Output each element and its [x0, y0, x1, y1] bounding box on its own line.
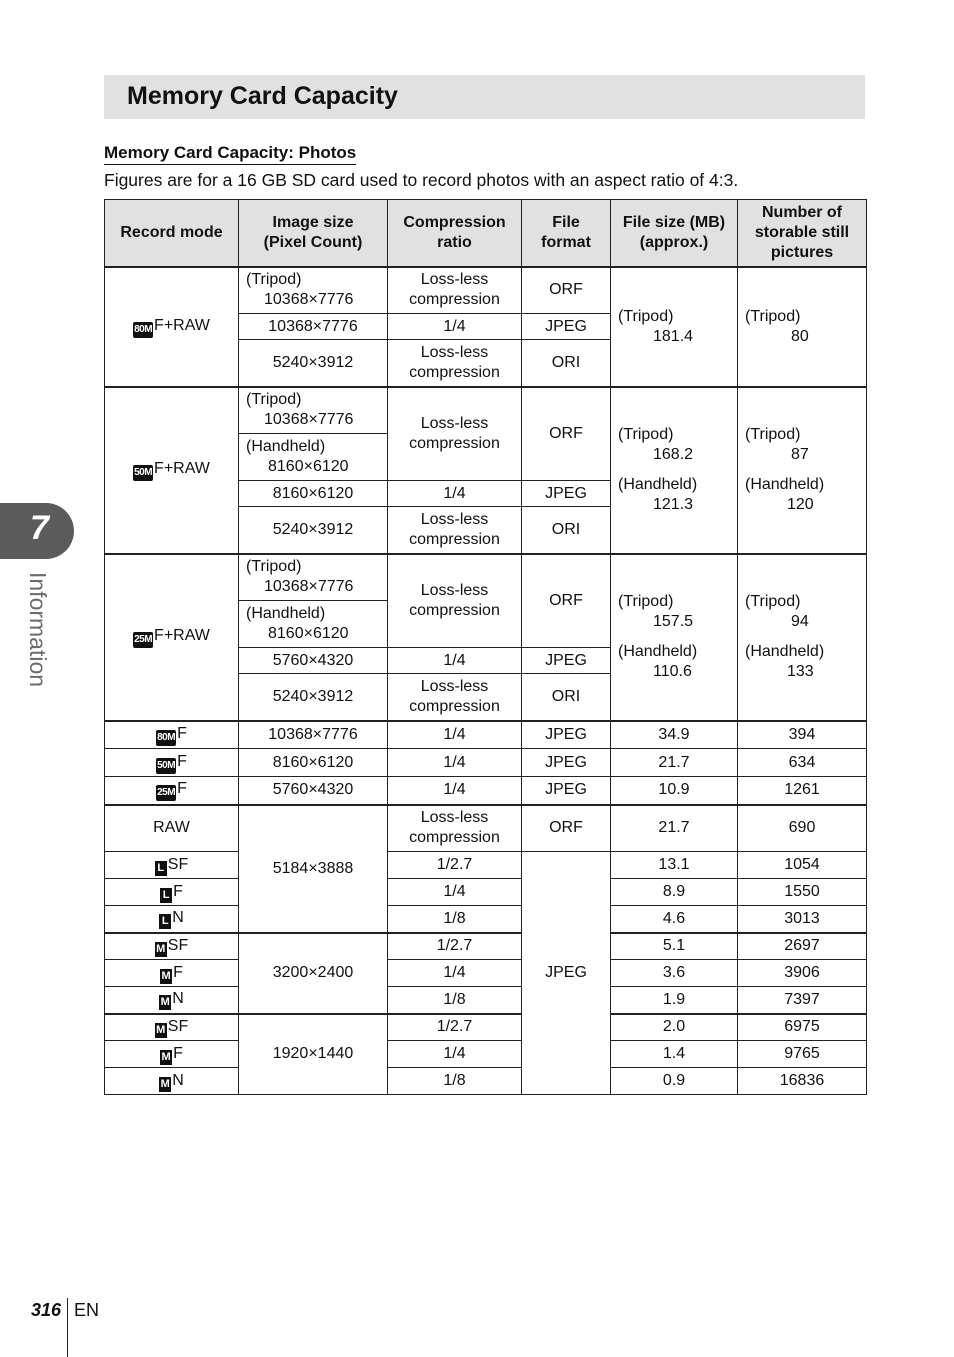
record-mode-cell: M F — [105, 960, 239, 987]
header-compression: Compression ratio — [388, 200, 522, 267]
table-row: M SF 3200×2400 1/2.7 5.1 2697 — [105, 933, 867, 960]
size-50m-icon: 50M — [156, 758, 176, 774]
size-l-icon: L — [159, 914, 171, 929]
image-size-cell: (Tripod) 10368×7776 — [239, 267, 388, 314]
capacity-table — [104, 199, 867, 1095]
format-cell: JPEG — [522, 648, 611, 674]
intro-text: Figures are for a 16 GB SD card used to record photos with an aspect ratio of 4:3. — [104, 170, 739, 190]
image-size-cell: 5240×3912 — [239, 674, 388, 721]
language-label: EN — [74, 1300, 100, 1320]
size-m-icon: M — [160, 1077, 170, 1090]
format-cell: JPEG — [522, 481, 611, 507]
format-cell: ORI — [522, 340, 611, 387]
format-cell: ORI — [522, 674, 611, 721]
record-mode-cell: 25M F — [105, 777, 239, 805]
image-size-cell: (Handheld) 8160×6120 — [239, 601, 388, 648]
image-size-cell: 5760×4320 — [239, 648, 388, 674]
chapter-tab — [0, 503, 74, 559]
size-m-icon: M — [161, 1050, 171, 1063]
header-row — [105, 200, 867, 267]
record-mode-cell: M N — [105, 1068, 239, 1095]
format-cell: ORF — [522, 554, 611, 648]
size-m-icon: M — [156, 942, 166, 955]
image-size-cell: 5184×3888 — [239, 805, 388, 933]
format-cell: ORI — [522, 507, 611, 554]
table-row: 50M F 8160×6120 1/4 JPEG 21.7 634 — [105, 749, 867, 777]
size-m-icon: M — [156, 1023, 166, 1036]
format-cell: JPEG — [522, 852, 611, 1095]
table-row: M N 1/8 0.9 16836 — [105, 1068, 867, 1095]
record-mode-cell: M SF — [105, 1014, 239, 1041]
image-size-cell: 8160×6120 — [239, 481, 388, 507]
size-m-icon: M — [161, 969, 171, 982]
count-cell: (Tripod) 80 — [738, 267, 867, 387]
image-size-cell: 5240×3912 — [239, 507, 388, 554]
record-mode-cell: M N — [105, 987, 239, 1014]
capacity-table-wrapper — [104, 199, 866, 1102]
chapter-number: 7 — [30, 509, 49, 547]
record-mode-cell: 80M F — [105, 721, 239, 749]
file-size-cell: (Tripod) 168.2 (Handheld) 121.3 — [611, 387, 738, 554]
record-mode-cell: L F — [105, 879, 239, 906]
record-mode-cell: RAW — [105, 805, 239, 852]
subheading: Memory Card Capacity: Photos — [104, 143, 356, 165]
compression-cell: Loss-less compression — [388, 507, 522, 554]
image-size-cell: (Tripod) 10368×7776 — [239, 554, 388, 601]
table-row: M SF 1920×1440 1/2.7 2.0 6975 — [105, 1014, 867, 1041]
record-mode-cell: M F — [105, 1041, 239, 1068]
size-m-icon: M — [160, 996, 170, 1009]
size-l-icon: L — [160, 888, 172, 903]
size-80m-icon: 80M — [156, 730, 176, 746]
mode-suffix: F+RAW — [154, 316, 210, 334]
section-title-bar — [104, 75, 865, 119]
chapter-label-wrap — [23, 572, 53, 712]
record-mode-cell: 50M F+RAW — [105, 387, 239, 554]
page-title: Memory Card Capacity — [127, 82, 398, 110]
size-l-icon: L — [155, 861, 167, 876]
image-size-cell: 3200×2400 — [239, 933, 388, 1014]
record-mode-cell: 25M F+RAW — [105, 554, 239, 721]
count-cell: (Tripod) 87 (Handheld) 120 — [738, 387, 867, 554]
size-25m-icon: 25M — [156, 785, 176, 801]
compression-cell: Loss-less compression — [388, 387, 522, 481]
size-25m-icon: 25M — [133, 632, 153, 648]
table-row: M F 1/4 1.4 9765 — [105, 1041, 867, 1068]
image-size-cell: 10368×7776 — [239, 314, 388, 340]
chapter-label: Information — [25, 572, 51, 688]
table-row: M N 1/8 1.9 7397 — [105, 987, 867, 1014]
compression-cell: Loss-less compression — [388, 267, 522, 314]
header-file-size: File size (MB) (approx.) — [611, 200, 738, 267]
record-mode-cell: M SF — [105, 933, 239, 960]
image-size-cell: (Tripod) 10368×7776 — [239, 387, 388, 434]
footer-divider — [67, 1298, 68, 1357]
table-row: L SF 1/2.7 JPEG 13.1 1054 — [105, 852, 867, 879]
table-row — [105, 554, 867, 601]
page-number-wrap — [31, 1300, 61, 1321]
compression-cell: 1/4 — [388, 481, 522, 507]
table-row: L N 1/8 4.6 3013 — [105, 906, 867, 933]
file-size-cell: (Tripod) 181.4 — [611, 267, 738, 387]
compression-cell: 1/4 — [388, 648, 522, 674]
image-size-cell: (Handheld) 8160×6120 — [239, 434, 388, 481]
table-row — [105, 387, 867, 434]
header-image-size: Image size (Pixel Count) — [239, 200, 388, 267]
format-cell: JPEG — [522, 314, 611, 340]
table-row — [105, 267, 867, 314]
table-row: 25M F 5760×4320 1/4 JPEG 10.9 1261 — [105, 777, 867, 805]
compression-cell: Loss-less compression — [388, 674, 522, 721]
header-file-format: File format — [522, 200, 611, 267]
count-cell: (Tripod) 94 (Handheld) 133 — [738, 554, 867, 721]
format-cell: ORF — [522, 267, 611, 314]
record-mode-cell — [105, 267, 239, 387]
table-row: M F 1/4 3.6 3906 — [105, 960, 867, 987]
size-80m-icon: 80M — [133, 322, 153, 338]
header-number: Number of storable still pictures — [738, 200, 867, 267]
size-50m-icon: 50M — [133, 465, 153, 481]
file-size-cell: (Tripod) 157.5 (Handheld) 110.6 — [611, 554, 738, 721]
compression-cell: Loss-less compression — [388, 340, 522, 387]
record-mode-cell: 50M F — [105, 749, 239, 777]
record-mode-cell: L N — [105, 906, 239, 933]
page-number: 316 — [31, 1300, 62, 1320]
table-row: 80M F 10368×7776 1/4 JPEG 34.9 394 — [105, 721, 867, 749]
record-mode-cell: L SF — [105, 852, 239, 879]
compression-cell: Loss-less compression — [388, 554, 522, 648]
format-cell: ORF — [522, 387, 611, 481]
table-row: RAW 5184×3888 Loss-less compression ORF 21.7 690 — [105, 805, 867, 852]
header-record-mode: Record mode — [105, 200, 239, 267]
compression-cell: 1/4 — [388, 314, 522, 340]
image-size-cell: 5240×3912 — [239, 340, 388, 387]
image-size-cell: 1920×1440 — [239, 1014, 388, 1095]
table-row: L F 1/4 8.9 1550 — [105, 879, 867, 906]
